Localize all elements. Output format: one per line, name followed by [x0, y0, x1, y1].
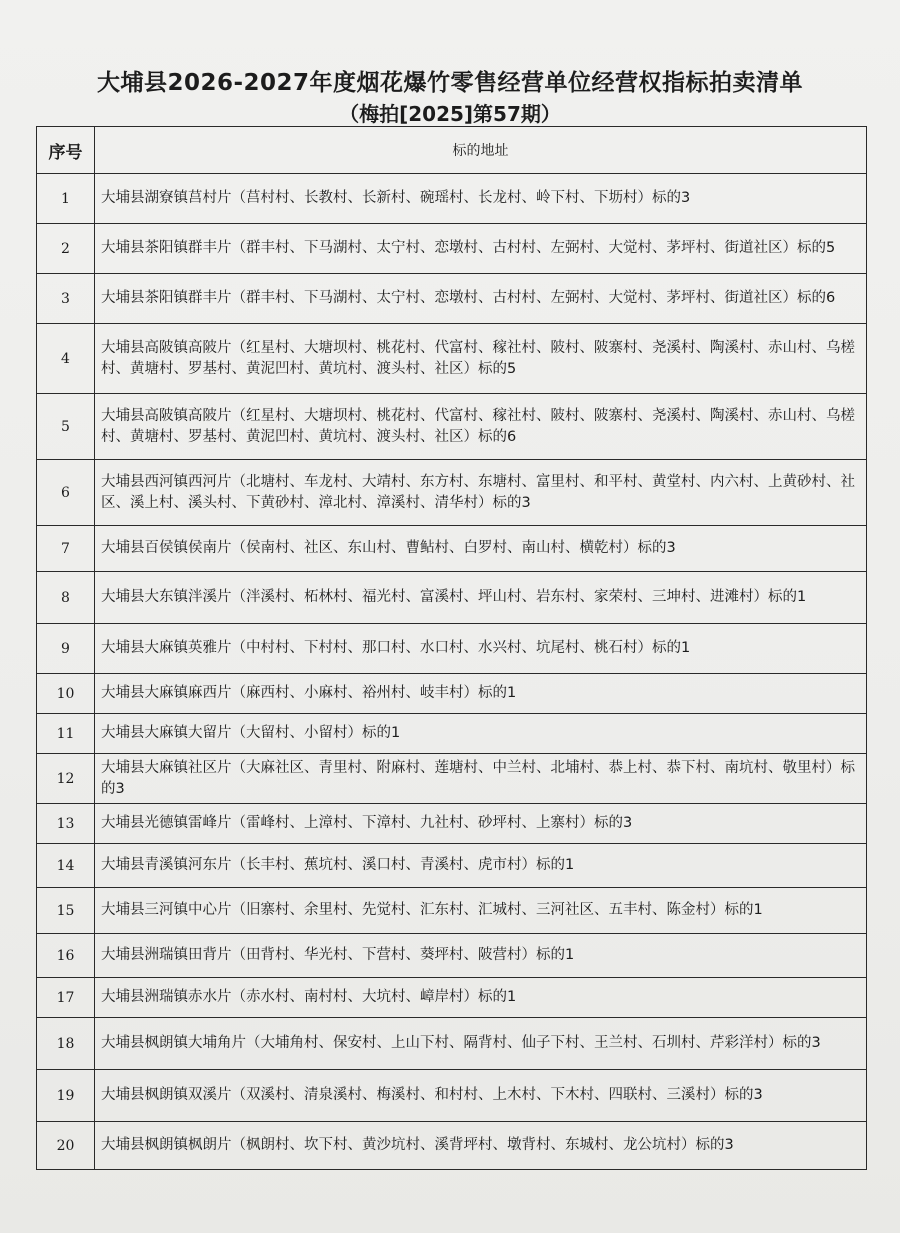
- row-number: 8: [37, 572, 95, 624]
- row-number: 7: [37, 526, 95, 572]
- table-row: [37, 804, 867, 844]
- row-number: 5: [37, 394, 95, 460]
- row-number: 16: [37, 934, 95, 978]
- table-row: [37, 174, 867, 224]
- row-address: 大埔县百侯镇侯南片（侯南村、社区、东山村、曹鲇村、白罗村、南山村、横乾村）标的3: [95, 526, 867, 572]
- row-address: 大埔县大麻镇大留片（大留村、小留村）标的1: [95, 714, 867, 754]
- row-address: 大埔县青溪镇河东片（长丰村、蕉坑村、溪口村、青溪村、虎市村）标的1: [95, 844, 867, 888]
- row-number: 1: [37, 174, 95, 224]
- table-row: [37, 1070, 867, 1122]
- row-address: 大埔县茶阳镇群丰片（群丰村、下马湖村、太宁村、恋墩村、古村村、左弼村、大觉村、茅坪村、街道社区）标的6: [95, 274, 867, 324]
- row-address: 大埔县湖寮镇莒村片（莒村村、长教村、长新村、碗瑶村、长龙村、岭下村、下坜村）标的3: [95, 174, 867, 224]
- row-number: 20: [37, 1122, 95, 1170]
- row-address: 大埔县高陂镇高陂片（红星村、大塘坝村、桃花村、代富村、稼社村、陂村、陂寨村、尧溪村、陶溪村、赤山村、乌槎村、黄塘村、罗基村、黄泥凹村、黄坑村、渡头村、社区）标的6: [95, 394, 867, 460]
- table-row: [37, 324, 867, 394]
- row-address: 大埔县茶阳镇群丰片（群丰村、下马湖村、太宁村、恋墩村、古村村、左弼村、大觉村、茅坪村、街道社区）标的5: [95, 224, 867, 274]
- row-address: 大埔县光德镇雷峰片（雷峰村、上漳村、下漳村、九社村、砂坪村、上寨村）标的3: [95, 804, 867, 844]
- document-title: 大埔县2026-2027年度烟花爆竹零售经营单位经营权指标拍卖清单: [96, 70, 804, 96]
- row-number: 4: [37, 324, 95, 394]
- table-row: [37, 1122, 867, 1170]
- row-number: 3: [37, 274, 95, 324]
- row-address: 大埔县枫朗镇大埔角片（大埔角村、保安村、上山下村、隔背村、仙子下村、王兰村、石圳村、芹彩洋村）标的3: [95, 1018, 867, 1070]
- table-row: [37, 844, 867, 888]
- row-number: 18: [37, 1018, 95, 1070]
- row-address: 大埔县洲瑞镇赤水片（赤水村、南村村、大坑村、嶂岸村）标的1: [95, 978, 867, 1018]
- row-number: 17: [37, 978, 95, 1018]
- row-address: 大埔县洲瑞镇田背片（田背村、华光村、下营村、葵坪村、陂营村）标的1: [95, 934, 867, 978]
- header-address: 标的地址: [95, 127, 867, 174]
- table-row: [37, 460, 867, 526]
- row-address: 大埔县西河镇西河片（北塘村、车龙村、大靖村、东方村、东塘村、富里村、和平村、黄堂村、内六村、上黄砂村、社区、溪上村、溪头村、下黄砂村、漳北村、漳溪村、清华村）标的3: [95, 460, 867, 526]
- table-row: [37, 224, 867, 274]
- auction-list-table: [36, 126, 867, 1170]
- table-row: [37, 274, 867, 324]
- table-row: [37, 674, 867, 714]
- table-row: [37, 394, 867, 460]
- row-number: 2: [37, 224, 95, 274]
- row-number: 12: [37, 754, 95, 804]
- row-number: 6: [37, 460, 95, 526]
- table-row: [37, 934, 867, 978]
- table-row: [37, 572, 867, 624]
- table-row: [37, 526, 867, 572]
- table-row: [37, 888, 867, 934]
- table-row: [37, 754, 867, 804]
- row-number: 13: [37, 804, 95, 844]
- row-number: 10: [37, 674, 95, 714]
- document-subtitle: （梅拍[2025]第57期）: [339, 102, 561, 126]
- row-address: 大埔县三河镇中心片（旧寨村、余里村、先觉村、汇东村、汇城村、三河社区、五丰村、陈金村）标的1: [95, 888, 867, 934]
- row-number: 15: [37, 888, 95, 934]
- header-number: 序号: [37, 127, 95, 174]
- row-address: 大埔县枫朗镇双溪片（双溪村、清泉溪村、梅溪村、和村村、上木村、下木村、四联村、三溪村）标的3: [95, 1070, 867, 1122]
- table-row: [37, 978, 867, 1018]
- row-address: 大埔县枫朗镇枫朗片（枫朗村、坎下村、黄沙坑村、溪背坪村、墩背村、东城村、龙公坑村）标的3: [95, 1122, 867, 1170]
- row-address: 大埔县大东镇泮溪片（泮溪村、柘林村、福光村、富溪村、坪山村、岩东村、家荣村、三坤村、进滩村）标的1: [95, 572, 867, 624]
- table-header-row: [37, 127, 867, 174]
- row-number: 11: [37, 714, 95, 754]
- row-number: 14: [37, 844, 95, 888]
- row-number: 19: [37, 1070, 95, 1122]
- row-number: 9: [37, 624, 95, 674]
- row-address: 大埔县高陂镇高陂片（红星村、大塘坝村、桃花村、代富村、稼社村、陂村、陂寨村、尧溪村、陶溪村、赤山村、乌槎村、黄塘村、罗基村、黄泥凹村、黄坑村、渡头村、社区）标的5: [95, 324, 867, 394]
- row-address: 大埔县大麻镇社区片（大麻社区、青里村、附麻村、莲塘村、中兰村、北埔村、恭上村、恭下村、南坑村、敬里村）标的3: [95, 754, 867, 804]
- row-address: 大埔县大麻镇英雅片（中村村、下村村、那口村、水口村、水兴村、坑尾村、桃石村）标的1: [95, 624, 867, 674]
- table-row: [37, 624, 867, 674]
- row-address: 大埔县大麻镇麻西片（麻西村、小麻村、裕州村、岐丰村）标的1: [95, 674, 867, 714]
- table-row: [37, 1018, 867, 1070]
- table-row: [37, 714, 867, 754]
- table-body: [37, 174, 867, 1170]
